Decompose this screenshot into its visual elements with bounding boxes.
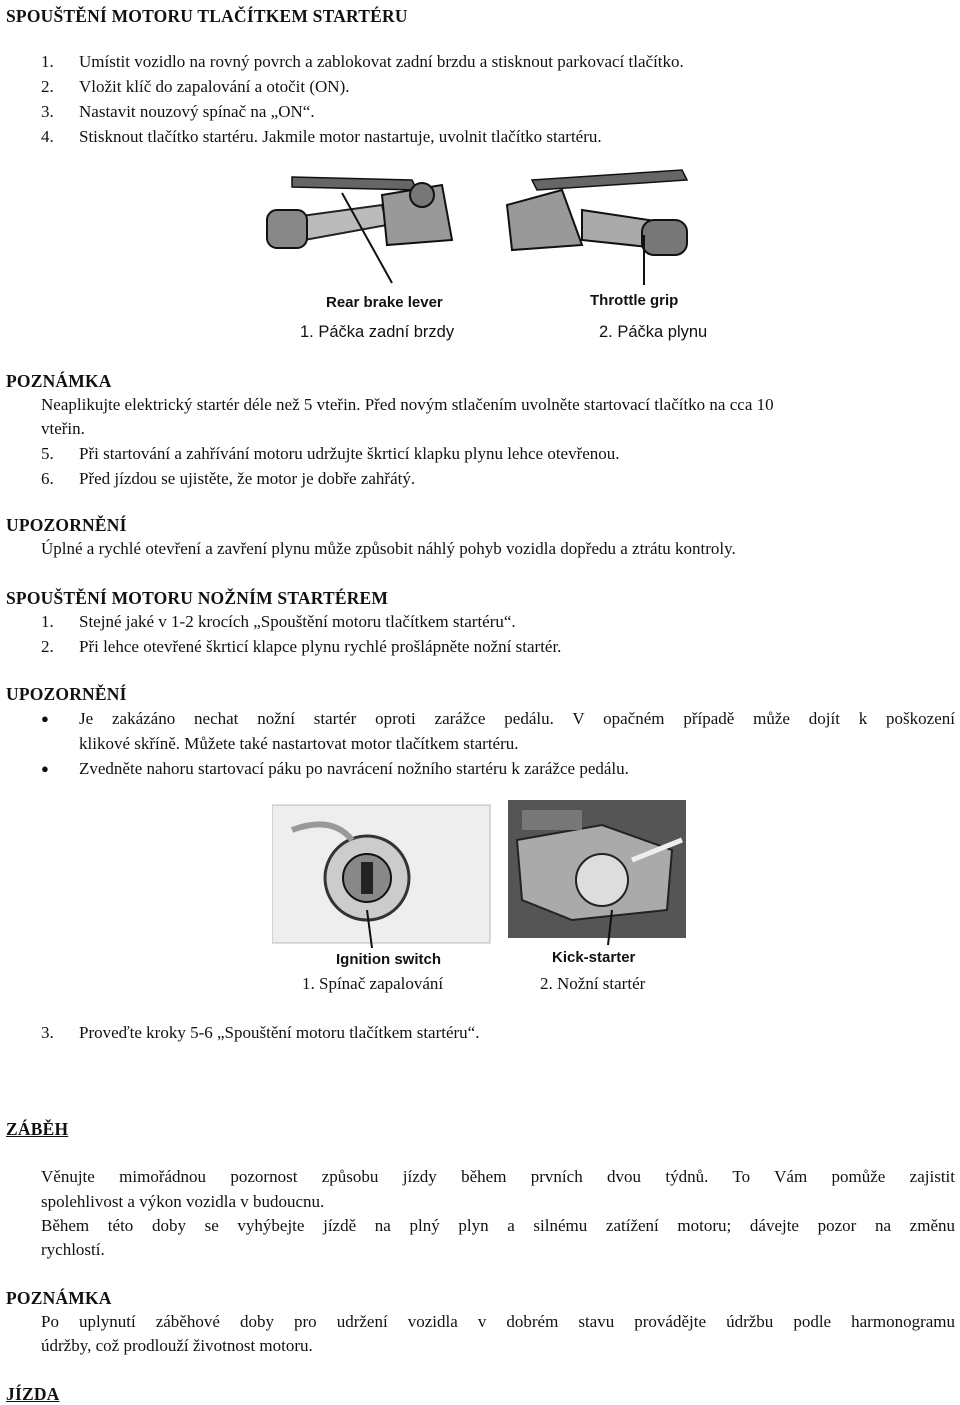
warning-title: UPOZORNĚNÍ bbox=[6, 515, 127, 535]
ignition-switch-image bbox=[272, 805, 490, 948]
paragraph-text: Věnujte mimořádnou pozornost způsobu jízdy během prvních dvou týdnů. To Vám pomůže zajistit bbox=[41, 1167, 955, 1186]
list-item: Před jízdou se ujistěte, že motor je dobře zahřátý. bbox=[79, 469, 416, 488]
list-item: Nastavit nouzový spínač na „ON“. bbox=[79, 102, 315, 121]
list-item: Proveďte kroky 5-6 „Spouštění motoru tlačítkem startéru“. bbox=[79, 1023, 480, 1042]
section-title-riding: JÍZDA bbox=[6, 1384, 60, 1404]
figure-caption-throttle: 2. Páčka plynu bbox=[599, 323, 708, 341]
section-title-kick-start: SPOUŠTĚNÍ MOTORU NOŽNÍM STARTÉREM bbox=[6, 588, 389, 608]
ignition-kickstarter-figure bbox=[272, 800, 692, 970]
warning-text: Úplné a rychlé otevření a zavření plynu může způsobit náhlý pohyb vozidla dopředu a ztrátu kontroly. bbox=[41, 539, 736, 558]
bullet-icon: ● bbox=[41, 761, 49, 776]
note-title: POZNÁMKA bbox=[6, 1288, 112, 1308]
figure-caption-ignition: 1. Spínač zapalování bbox=[302, 974, 444, 993]
list-item-num: 3. bbox=[41, 1023, 54, 1042]
warning-title: UPOZORNĚNÍ bbox=[6, 684, 127, 704]
note-title: POZNÁMKA bbox=[6, 371, 112, 391]
bullet-text: klikové skříně. Můžete také nastartovat motor tlačítkem startéru. bbox=[79, 734, 519, 753]
note-text: vteřin. bbox=[41, 419, 85, 438]
ignition-switch-label: Ignition switch bbox=[336, 951, 441, 968]
kick-starter-image bbox=[508, 800, 686, 945]
note-text: údržby, což prodlouží životnost motoru. bbox=[41, 1336, 313, 1355]
list-item-num: 5. bbox=[41, 444, 54, 463]
note-text: Po uplynutí záběhové doby pro udržení vozidla v dobrém stavu provádějte údržbu podle harmonogramu bbox=[41, 1312, 955, 1331]
section-title-button-start: SPOUŠTĚNÍ MOTORU TLAČÍTKEM STARTÉRU bbox=[6, 6, 408, 26]
list-item-num: 2. bbox=[41, 637, 54, 656]
figure-caption-brake: 1. Páčka zadní brzdy bbox=[300, 323, 455, 341]
list-item: Stisknout tlačítko startéru. Jakmile motor nastartuje, uvolnit tlačítko startéru. bbox=[79, 127, 602, 146]
list-item: Při startování a zahřívání motoru udržujte škrticí klapku plynu lehce otevřenou. bbox=[79, 444, 620, 463]
handlebar-figure bbox=[262, 165, 702, 315]
figure-caption-kickstarter: 2. Nožní startér bbox=[540, 974, 646, 993]
list-item: Při lehce otevřené škrticí klapce plynu rychlé prošlápněte nožní startér. bbox=[79, 637, 562, 656]
rear-brake-lever-image bbox=[262, 165, 462, 283]
list-item-num: 6. bbox=[41, 469, 54, 488]
bullet-icon: ● bbox=[41, 711, 49, 726]
throttle-grip-label: Throttle grip bbox=[590, 292, 679, 309]
list-item-num: 3. bbox=[41, 102, 54, 121]
throttle-grip-image bbox=[502, 165, 702, 285]
list-item: Umístit vozidlo na rovný povrch a zablokovat zadní brzdu a stisknout parkovací tlačítko. bbox=[79, 52, 684, 71]
note-text: Neaplikujte elektrický startér déle než 5 vteřin. Před novým stlačením uvolněte startovací tlačítko na cca 10 bbox=[41, 395, 774, 414]
bullet-text: Je zakázáno nechat nožní startér oproti zarážce pedálu. V opačném případě může dojít k poškození bbox=[79, 709, 955, 728]
bullet-text: Zvedněte nahoru startovací páku po navrácení nožního startéru k zarážce pedálu. bbox=[79, 759, 629, 778]
paragraph-text: Během této doby se vyhýbejte jízdě na plný plyn a silnému zatížení motoru; dávejte pozor na změnu bbox=[41, 1216, 955, 1235]
paragraph-text: spolehlivost a výkon vozidla v budoucnu. bbox=[41, 1192, 325, 1211]
list-item-num: 4. bbox=[41, 127, 54, 146]
kick-starter-label: Kick-starter bbox=[552, 949, 636, 966]
section-title-break-in: ZÁBĚH bbox=[6, 1119, 69, 1139]
paragraph-text: rychlostí. bbox=[41, 1240, 105, 1259]
list-item-num: 1. bbox=[41, 52, 54, 71]
list-item: Vložit klíč do zapalování a otočit (ON). bbox=[79, 77, 350, 96]
rear-brake-lever-label: Rear brake lever bbox=[326, 294, 443, 311]
list-item-num: 1. bbox=[41, 612, 54, 631]
list-item: Stejné jaké v 1-2 krocích „Spouštění motoru tlačítkem startéru“. bbox=[79, 612, 516, 631]
list-item-num: 2. bbox=[41, 77, 54, 96]
